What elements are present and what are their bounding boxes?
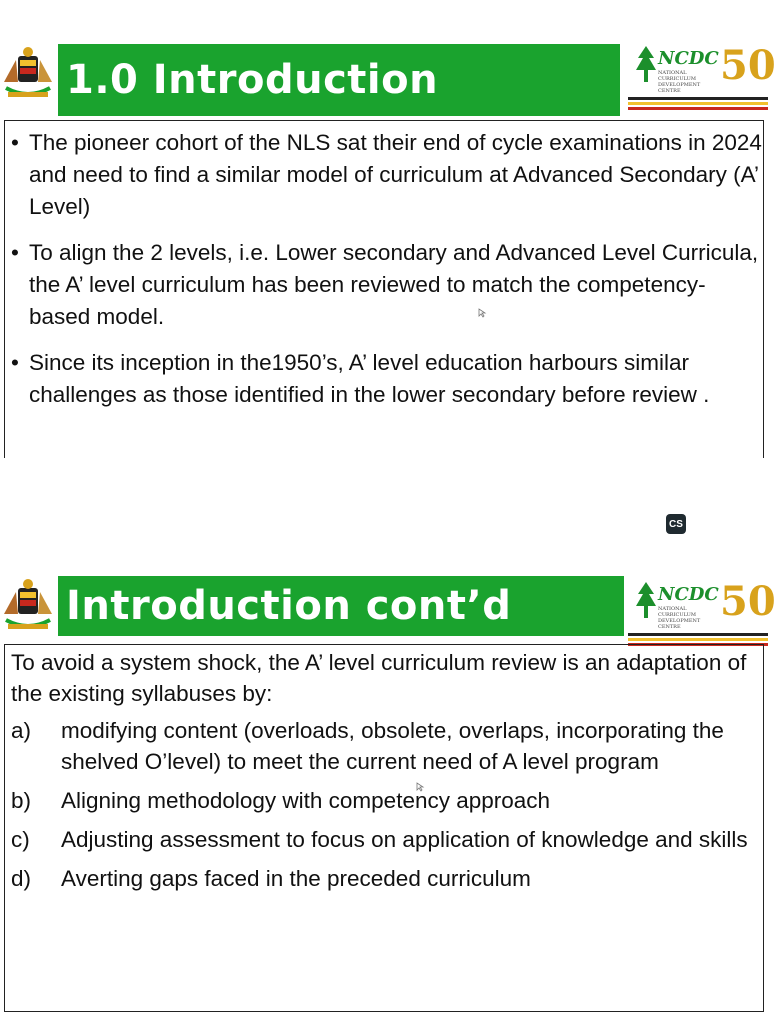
cursor-icon: [416, 782, 424, 792]
logo-brand: NCDC: [658, 48, 719, 69]
content-box: [4, 120, 764, 458]
ncdc-logo: [628, 576, 776, 646]
logo-anniversary: 50: [720, 578, 776, 625]
list-marker: c): [11, 827, 30, 852]
content-box: [4, 644, 764, 1012]
tree-icon: [634, 44, 658, 84]
bullet-item: [11, 347, 763, 411]
list-text: modifying content (overloads, obsolete, overlaps, incorporating the shelved O’level) to meet the current need of A level program: [61, 718, 724, 774]
ncdc-logo: [628, 40, 776, 110]
bullet-marker: •: [11, 240, 19, 265]
camscanner-badge: CS: [666, 514, 686, 534]
logo-anniversary: 50: [720, 42, 776, 89]
intro-paragraph: To avoid a system shock, the A’ level curriculum review is an adaptation of the existing syllabuses by:: [11, 650, 747, 706]
bullet-marker: •: [11, 130, 19, 155]
list-text: Aligning methodology with competency approach: [61, 788, 551, 813]
list-item: [11, 785, 763, 816]
coat-of-arms-icon: [0, 574, 56, 634]
logo-subtitle: NATIONAL CURRICULUM DEVELOPMENT CENTRE: [658, 70, 701, 94]
list-text: Adjusting assessment to focus on application of knowledge and skills: [61, 827, 748, 852]
logo-stripes: [628, 95, 768, 110]
bullet-item: [11, 237, 763, 333]
list-item: [11, 863, 763, 894]
list-marker: a): [11, 718, 32, 743]
bullet-text: Since its inception in the1950’s, A’ level education harbours similar challenges as those identified in the lower secondary before review .: [29, 350, 710, 407]
cursor-icon: [478, 308, 486, 318]
bullet-item: [11, 127, 763, 223]
list-item: [11, 824, 763, 855]
slide-title: Introduction cont’d: [58, 576, 624, 636]
list-marker: b): [11, 788, 32, 813]
tree-icon: [634, 580, 658, 620]
slide-title: 1.0 Introduction: [58, 44, 620, 116]
bullet-text: To align the 2 levels, i.e. Lower secondary and Advanced Level Curricula, the A’ level curriculum has been reviewed to match the competency-based model.: [29, 240, 759, 329]
list-item: [11, 715, 763, 777]
slide-introduction-contd: [0, 572, 776, 1012]
slide-introduction: [0, 40, 776, 458]
logo-subtitle: NATIONAL CURRICULUM DEVELOPMENT CENTRE: [658, 606, 701, 630]
bullet-marker: •: [11, 350, 19, 375]
bullet-text: The pioneer cohort of the NLS sat their end of cycle examinations in 2024 and need to find a similar model of curriculum at Advanced Secondary (A’ Level): [29, 130, 762, 219]
logo-brand: NCDC: [658, 584, 719, 605]
list-text: Averting gaps faced in the preceded curriculum: [61, 866, 531, 891]
list-marker: d): [11, 866, 32, 891]
coat-of-arms-icon: [0, 42, 56, 102]
